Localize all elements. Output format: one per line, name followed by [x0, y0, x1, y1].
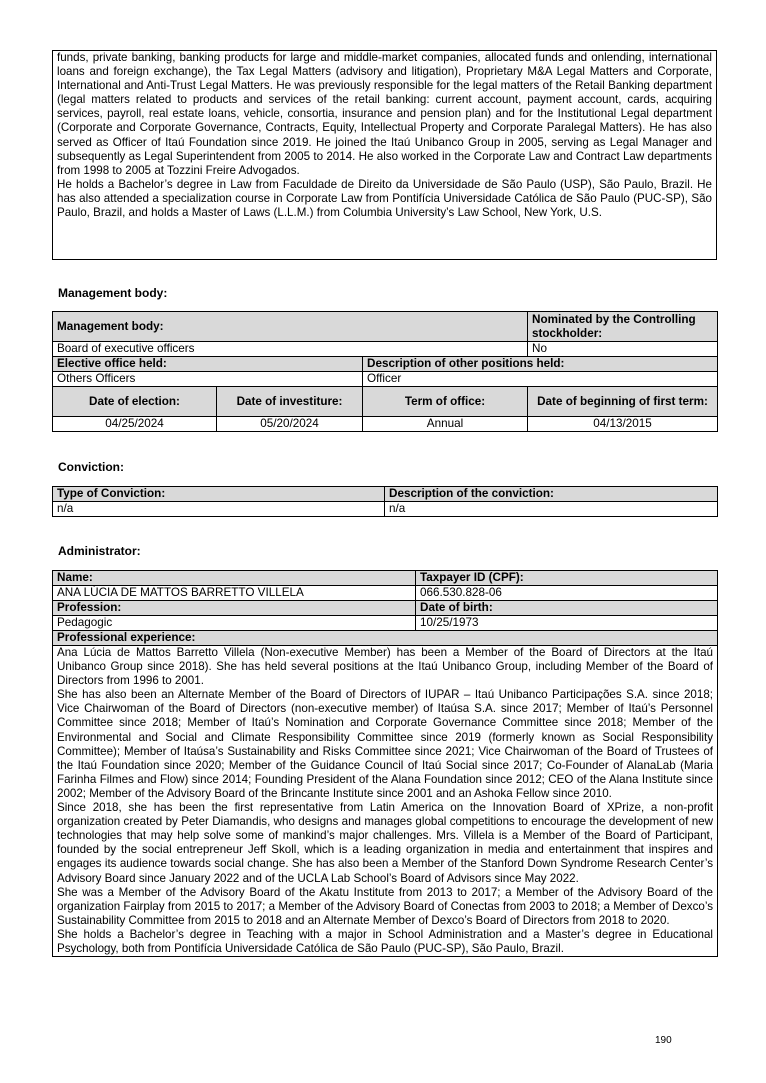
- experience-paragraph: Since 2018, she has been the first representative from Latin America on the Innovation Board of XPrize, a non-profit organization created by Peter Diamandis, who designs and manages global competitions to encourage the development of new technologies that may help solve some of mankind’s major challenges. Mrs. Villela is a Member of the Board of Participant, founded by the social entrepreneur Jeff Skoll, which is a leading organization in media and entertainment that inspires and engages its audience towards social change. She has also been a Member of the Stanford Down Syndrome Research Center’s Advisory Board since January 2022 and of the UCLA Lab School’s Board of Advisors since May 2022.: [57, 801, 713, 885]
- experience-paragraph: She has also been an Alternate Member of the Board of Directors of IUPAR – Itaú Unibanco Participações S.A. since 2018; Vice Chairwoman of the Board of Directors (non-executive member) of Itaúsa S.A. since 2017; Member of Itaú’s Personnel Committee since 2018; Member of Itaú’s Nomination and Corporate Governance Committee since 2018; Member of the Environmental and Social and Climate Responsibility Committee since 2019 (formerly known as Social Responsibility Committee); Member of Itaúsa’s Sustainability and Risks Committee since 2021; Vice Chairwoman of the Board of Trustees of the Itaú Foundation since 2020; Member of the Guidance Council of Itaú Social since 2017; Co-Founder of AlanaLab (Maria Farinha Filmes and Flow) since 2014; Founding President of the Alana Foundation since 2012; CEO of the Alana Institute since 2002; Member of the Advisory Board of the Brincante Institute since 2001 and an Ashoka Fellow since 2010.: [57, 688, 713, 800]
- experience-paragraph: She holds a Bachelor’s degree in Teaching with a major in School Administration and a Master’s degree in Educational Psychology, both from Pontifícia Universidade Católica de São Paulo (PUC-SP), São Paulo, Brazil.: [57, 927, 713, 955]
- conviction-type-value: n/a: [53, 502, 385, 517]
- management-body-value: Board of executive officers: [53, 342, 528, 357]
- date-of-investiture-value: 05/20/2024: [217, 417, 363, 432]
- conviction-type-label: Type of Conviction:: [53, 487, 385, 502]
- first-term-value: 04/13/2015: [528, 417, 718, 432]
- administrator-heading: Administrator:: [58, 544, 141, 558]
- page-number: 190: [655, 1035, 672, 1046]
- date-of-election-value: 04/25/2024: [53, 417, 217, 432]
- date-of-election-label: Date of election:: [53, 387, 217, 417]
- conviction-heading: Conviction:: [58, 460, 124, 474]
- education-paragraph: He holds a Bachelor’s degree in Law from Faculdade de Direito da Universidade de São Paulo (USP), São Paulo, Brazil. He has also attended a specialization course in Corporate Law from Pontifícia Universidade Católica de São Paulo (PUC-SP), São Paulo, Brazil, and holds a Master of Laws (L.L.M.) from Columbia University’s Law School, New York, U.S.: [57, 177, 712, 220]
- cpf-value: 066.530.828-06: [416, 586, 718, 601]
- management-body-heading: Management body:: [58, 286, 168, 300]
- date-of-investiture-label: Date of investiture:: [217, 387, 363, 417]
- nominated-label: Nominated by the Controlling stockholder:: [528, 312, 718, 342]
- biography-continuation-box: [52, 50, 717, 260]
- administrator-name-value: ANA LÚCIA DE MATTOS BARRETTO VILLELA: [53, 586, 416, 601]
- biography-paragraph: funds, private banking, banking products for large and middle-market companies, allocated funds and onlending, international loans and foreign exchange), the Tax Legal Matters (advisory and litigation), Proprietary M&A Legal Matters and Corporate, International and Anti-Trust Legal Matters. He was previously responsible for the legal matters of the Retail Banking department (legal matters related to products and services of the retail banking: current account, payment account, cards, acquiring services, payroll, real estate loans, vehicle, consortia, insurance and pension plan) and for the Institutional Legal department (Corporate and Corporate Governance, Contracts, Equity, Intellectual Property and Corporate Paralegal Matters). He has also served as Officer of Itaú Foundation since 2019. He joined the Itaú Unibanco Group in 2005, serving as Legal Manager and subsequently as Legal Superintendent from 2005 to 2014. He also worked in the Corporate Law and Contract Law departments from 1998 to 2005 at Tozzini Freire Advogados.: [57, 51, 712, 177]
- conviction-table: [52, 486, 718, 517]
- administrator-name-label: Name:: [53, 571, 416, 586]
- elective-office-label: Elective office held:: [53, 357, 363, 372]
- conviction-description-value: n/a: [385, 502, 718, 517]
- other-positions-label: Description of other positions held:: [363, 357, 718, 372]
- nominated-value: No: [528, 342, 718, 357]
- professional-experience-cell: [53, 646, 718, 957]
- professional-experience-label: Professional experience:: [53, 631, 718, 646]
- cpf-label: Taxpayer ID (CPF):: [416, 571, 718, 586]
- experience-paragraph: Ana Lúcia de Mattos Barretto Villela (Non-executive Member) has been a Member of the Board of Directors at the Itaú Unibanco Group since 2018). She has held several positions at the Itaú Unibanco Group, including Member of the Board of Directors from 1996 to 2001.: [57, 646, 713, 688]
- profession-label: Profession:: [53, 601, 416, 616]
- experience-paragraph: She was a Member of the Advisory Board of the Akatu Institute from 2013 to 2017; a Member of the Advisory Board of the organization Fairplay from 2015 to 2017; a Member of the Advisory Board of Conectas from 2003 to 2018; a Member of Dexco’s Sustainability Committee from 2015 to 2018 and an Alternate Member of Dexco’s Board of Directors from 2018 to 2020.: [57, 885, 713, 927]
- administrator-table: [52, 570, 718, 957]
- elective-office-value: Others Officers: [53, 372, 363, 387]
- term-of-office-label: Term of office:: [363, 387, 528, 417]
- conviction-description-label: Description of the conviction:: [385, 487, 718, 502]
- profession-value: Pedagogic: [53, 616, 416, 631]
- other-positions-value: Officer: [363, 372, 718, 387]
- date-of-birth-value: 10/25/1973: [416, 616, 718, 631]
- management-body-table: [52, 311, 718, 432]
- term-of-office-value: Annual: [363, 417, 528, 432]
- first-term-label: Date of beginning of first term:: [528, 387, 718, 417]
- date-of-birth-label: Date of birth:: [416, 601, 718, 616]
- management-body-label: Management body:: [53, 312, 528, 342]
